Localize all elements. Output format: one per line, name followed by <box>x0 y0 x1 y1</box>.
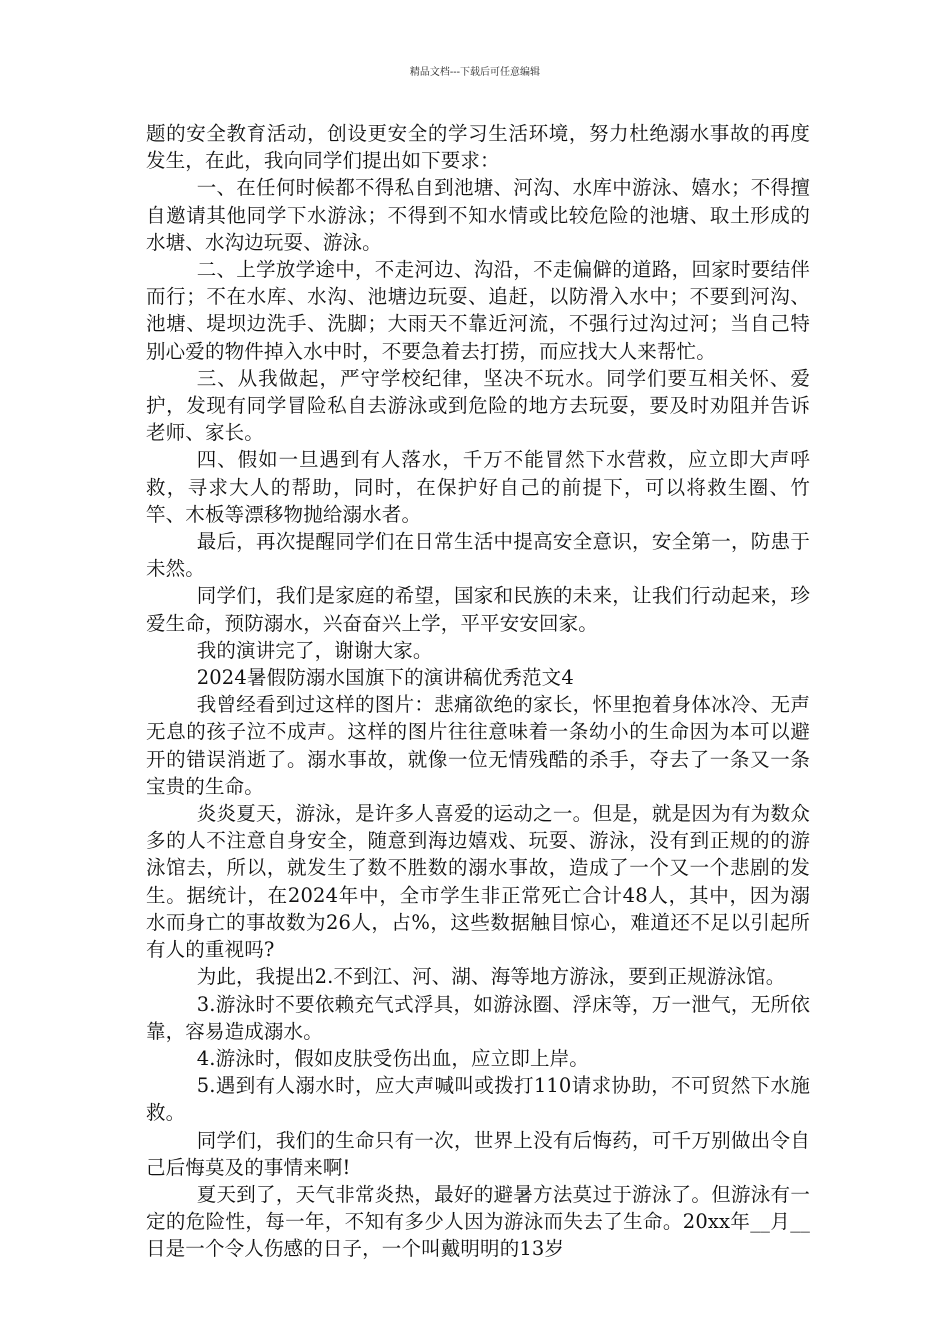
document-body <box>146 120 810 1263</box>
paragraph-rule-three: 三、从我做起，严守学校纪律，坚决不玩水。同学们要互相关怀、爱护，发现有同学冒险私自去游泳或到危险的地方去玩耍，要及时劝阻并告诉老师、家长。 <box>146 366 810 445</box>
paragraph-summer: 夏天到了，天气非常炎热，最好的避暑方法莫过于游泳了。但游泳有一定的危险性，每一年，不知有多少人因为游泳而失去了生命。20xx年__月__日是一个令人伤感的日子，一个叫戴明明的13岁 <box>146 1182 810 1261</box>
section-title: 2024暑假防溺水国旗下的演讲稿优秀范文4 <box>196 666 574 690</box>
paragraph-intro: 我曾经看到过这样的图片：悲痛欲绝的家长，怀里抱着身体冰冷、无声无息的孩子泣不成声。这样的图片往往意味着一条幼小的生命因为本可以避开的错误消逝了。溺水事故，就像一位无情残酷的杀手，夺去了一条又一条宝贵的生命。 <box>146 693 810 798</box>
paragraph-rule-four: 四、假如一旦遇到有人落水，千万不能冒然下水营救，应立即大声呼救，寻求大人的帮助，同时，在保护好自己的前提下，可以将救生圈、竹竿、木板等漂移物抛给溺水者。 <box>146 448 810 526</box>
paragraph-rule-two: 二、上学放学途中，不走河边、沟沿，不走偏僻的道路，回家时要结伴而行；不在水库、水沟、池塘边玩耍、追赶，以防滑入水中；不要到河沟、池塘、堤坝边洗手、洗脚；大雨天不靠近河流，不强行过沟过河；当自己特别心爱的物件掉入水中时，不要急着去打捞，而应找大人来帮忙。 <box>146 258 810 363</box>
page-header: 精品文档---下载后可任意编辑 <box>409 67 541 78</box>
paragraph-call-to-action: 同学们，我们是家庭的希望，国家和民族的未来，让我们行动起来，珍爱生命，预防溺水，兴奋奋兴上学，平平安安回家。 <box>146 584 810 635</box>
paragraph-suggestion-5: 5.遇到有人溺水时，应大声喊叫或拨打110请求协助，不可贸然下水施救。 <box>146 1074 810 1125</box>
paragraph-closing-reminder: 最后，再次提醒同学们在日常生活中提高安全意识，安全第一，防患于未然。 <box>146 530 810 581</box>
paragraph-suggestion-3: 3.游泳时不要依赖充气式浮具，如游泳圈、浮床等，万一泄气，无所依靠，容易造成溺水。 <box>146 992 810 1043</box>
paragraph-continuation: 题的安全教育活动，创设更安全的学习生活环境，努力杜绝溺水事故的再度发生，在此，我向同学们提出如下要求： <box>146 122 810 173</box>
paragraph-statistics: 炎炎夏天，游泳，是许多人喜爱的运动之一。但是，就是因为有为数众多的人不注意自身安全，随意到海边嬉戏、玩耍、游泳，没有到正规的的游泳馆去，所以，就发生了数不胜数的溺水事故，造成了一个又一个悲剧的发生。据统计，在2024年中，全市学生非正常死亡合计48人，其中，因为溺水而身亡的事故数为26人，占%，这些数据触目惊心，难道还不足以引起所有人的重视吗? <box>146 802 810 962</box>
paragraph-rule-one: 一、在任何时候都不得私自到池塘、河沟、水库中游泳、嬉水；不得擅自邀请其他同学下水游泳；不得到不知水情或比较危险的池塘、取土形成的水塘、水沟边玩耍、游泳。 <box>146 176 810 254</box>
paragraph-suggestion-2: 为此，我提出2.不到江、河、湖、海等地方游泳，要到正规游泳馆。 <box>196 965 786 989</box>
paragraph-suggestion-4: 4.游泳时，假如皮肤受伤出血，应立即上岸。 <box>196 1046 589 1070</box>
paragraph-warning: 同学们，我们的生命只有一次，世界上没有后悔药，可千万别做出令自己后悔莫及的事情来啊! <box>146 1128 810 1179</box>
paragraph-thanks: 我的演讲完了，谢谢大家。 <box>196 638 433 662</box>
